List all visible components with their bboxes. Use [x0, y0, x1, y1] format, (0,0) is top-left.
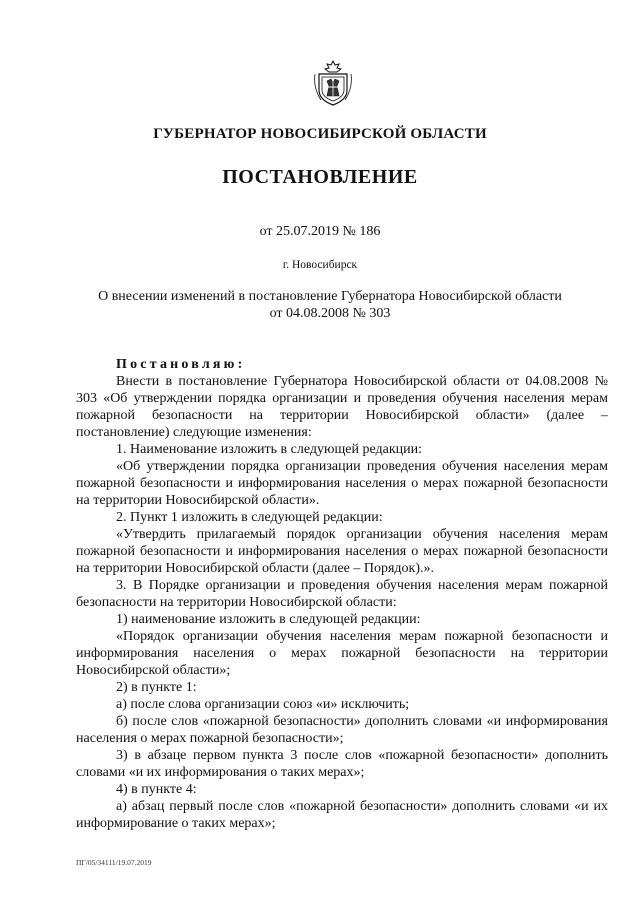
document-code: ПГ/05/34111/19.07.2019	[76, 858, 152, 867]
body-heading: Постановляю:	[116, 357, 246, 372]
subject-line-1: О внесении изменений в постановление Губернатора Новосибирской области	[98, 289, 562, 304]
paragraph: «Об утверждении порядка организации проведения обучения населения мерам пожарной безопасности и информирования населения о мерах пожарной безопасности на территории Новосибирской области».	[76, 459, 608, 508]
paragraph: «Утвердить прилагаемый порядок организации обучения населения мерам пожарной безопасности и информирования населения о мерах пожарной безопасности на территории Новосибирской области (далее – Порядок).».	[76, 527, 608, 576]
document-subject	[60, 288, 600, 322]
paragraph: 4) в пункте 4:	[116, 782, 197, 797]
paragraph: 3. В Порядке организации и проведения обучения населения мерам пожарной безопасности на территории Новосибирской области:	[76, 578, 608, 610]
document-body	[76, 356, 608, 832]
paragraph: 2. Пункт 1 изложить в следующей редакции:	[116, 510, 383, 525]
document-type: ПОСТАНОВЛЕНИЕ	[222, 166, 418, 188]
paragraph: 1. Наименование изложить в следующей редакции:	[116, 442, 422, 457]
paragraph: б) после слов «пожарной безопасности» дополнить словами «и информирования населения о мерах пожарной безопасности»;	[76, 714, 608, 746]
paragraph: а) после слова организации союз «и» исключить;	[116, 697, 410, 712]
paragraph: а) абзац первый после слов «пожарной безопасности» дополнить словами «и их информирование о таких мерах»;	[76, 799, 608, 831]
authority-title: ГУБЕРНАТОР НОВОСИБИРСКОЙ ОБЛАСТИ	[153, 126, 487, 142]
paragraph: 1) наименование изложить в следующей редакции:	[116, 612, 421, 627]
paragraph: «Порядок организации обучения населения мерам пожарной безопасности и информирования населения о мерах пожарной безопасности на территории Новосибирской области»;	[76, 629, 608, 678]
date-number: от 25.07.2019 № 186	[259, 224, 381, 239]
paragraph: Внести в постановление Губернатора Новосибирской области от 04.08.2008 № 303 «Об утверждении порядка организации и проведения обучения населения мерам пожарной безопасности на территории Новосибирской области» (далее – постановление) следующие изменения:	[76, 374, 608, 440]
subject-line-2: от 04.08.2008 № 303	[269, 306, 391, 321]
paragraph: 2) в пункте 1:	[116, 680, 197, 695]
city: г. Новосибирск	[282, 259, 358, 271]
coat-of-arms-icon	[313, 60, 353, 106]
paragraph: 3) в абзаце первом пункта 3 после слов «пожарной безопасности» дополнить словами «и их информирования о таких мерах»;	[76, 748, 608, 780]
